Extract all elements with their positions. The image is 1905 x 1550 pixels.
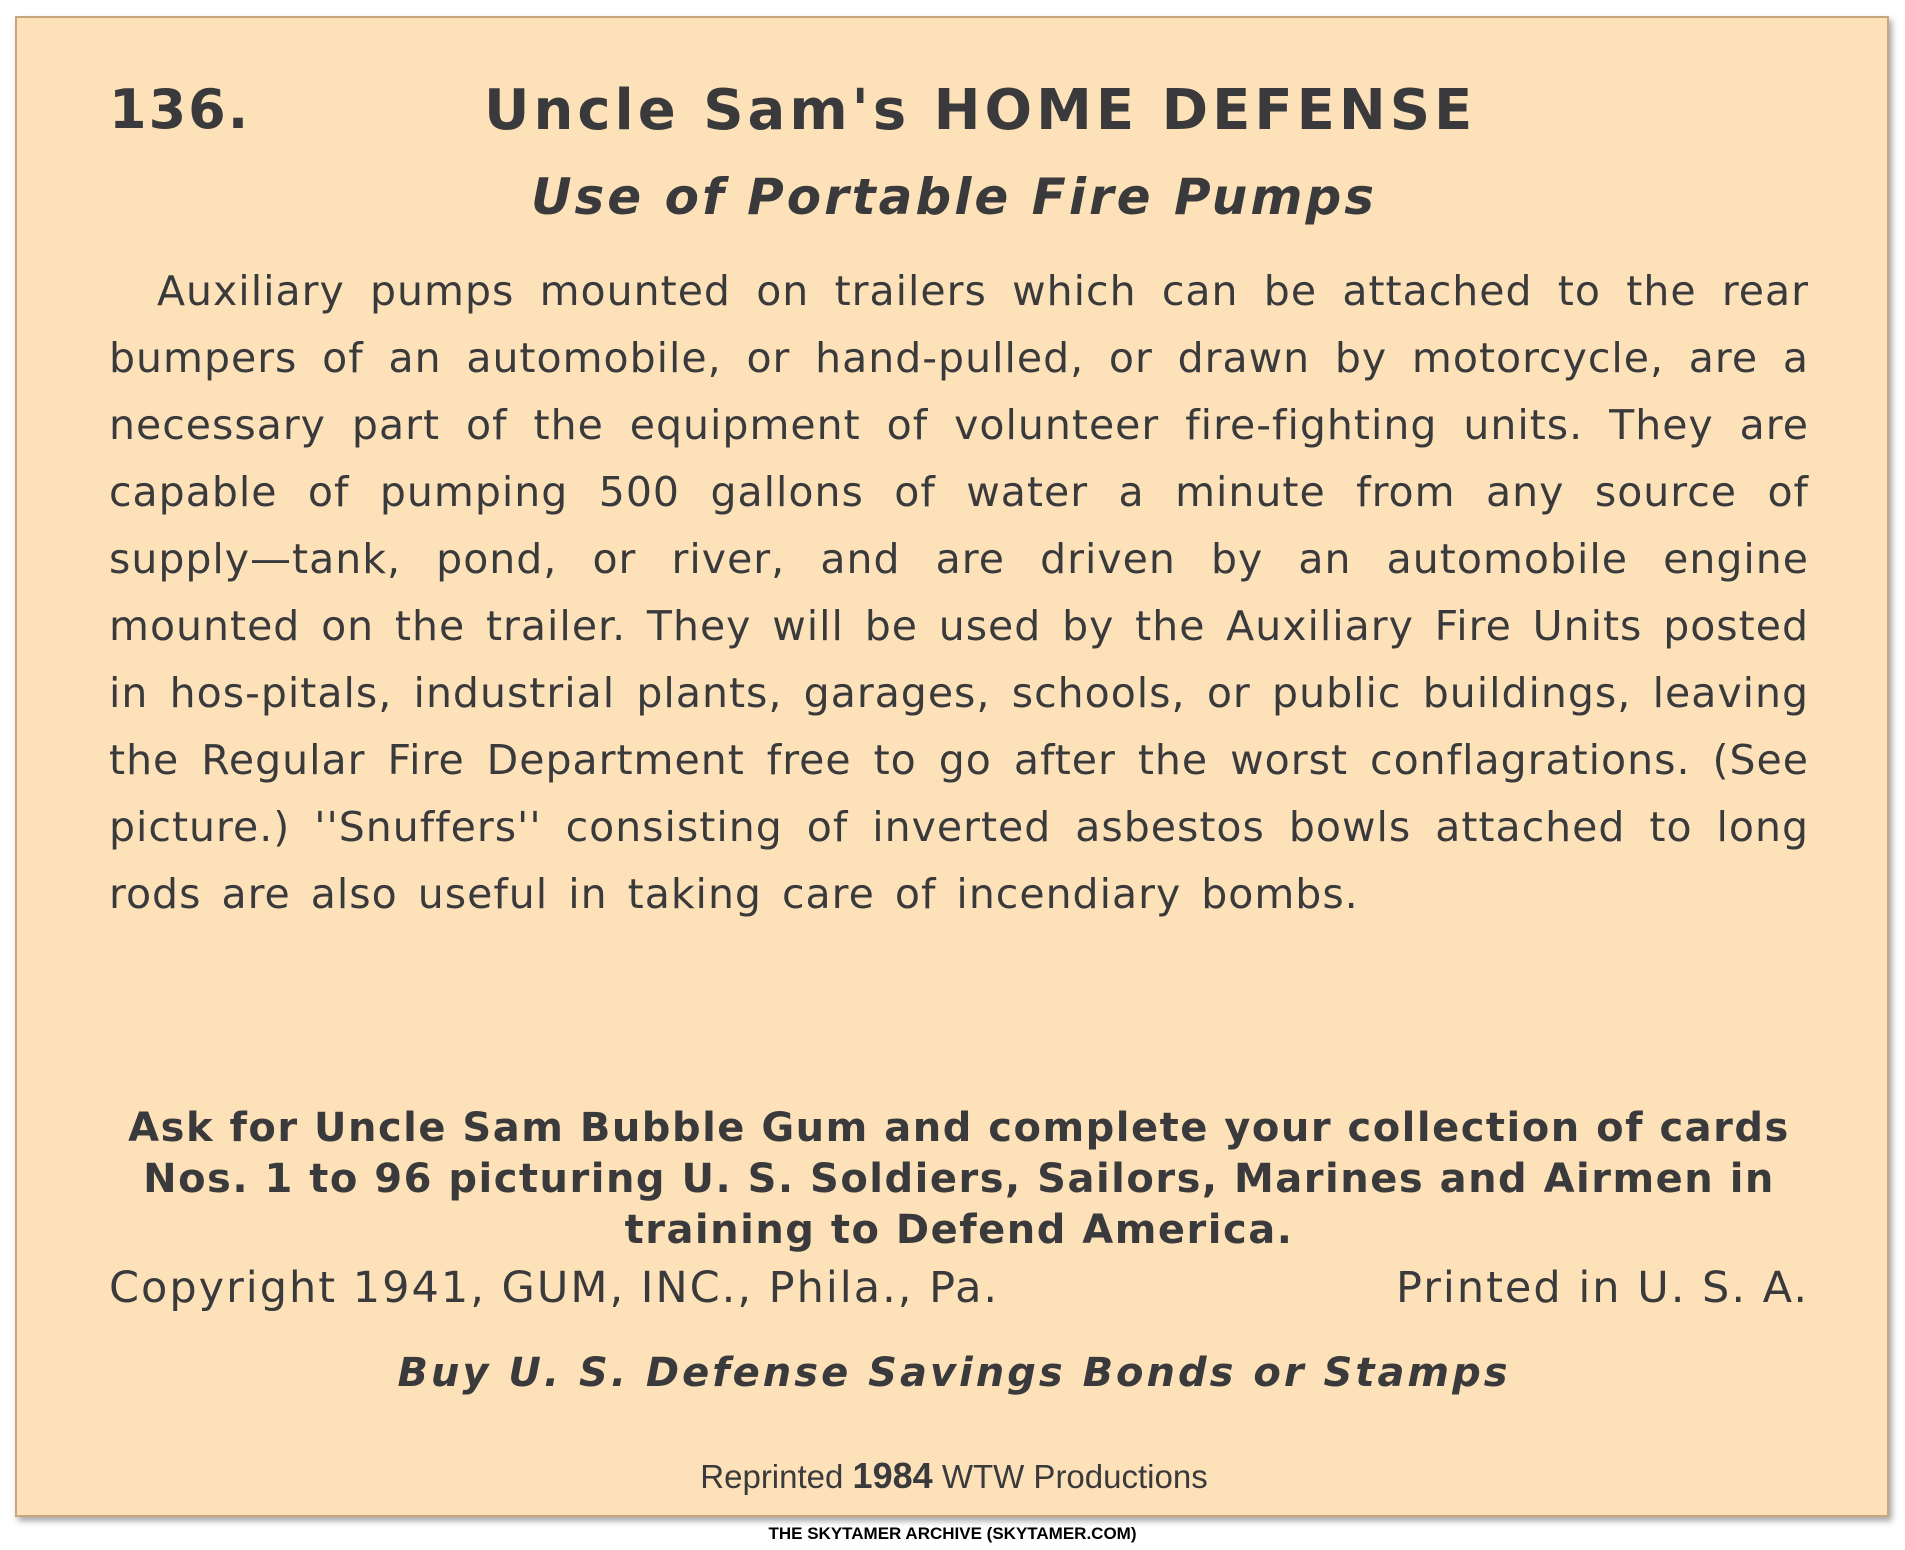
printed-in-notice: Printed in U. S. A. <box>1396 1263 1809 1313</box>
archive-caption: THE SKYTAMER ARCHIVE (SKYTAMER.COM) <box>768 1524 1137 1543</box>
reprint-notice <box>17 1455 1891 1497</box>
defense-bonds-slogan: Buy U. S. Defense Savings Bonds or Stamps <box>397 1350 1511 1396</box>
card-header <box>109 78 1809 168</box>
reprint-prefix: Reprinted <box>700 1458 844 1495</box>
card-title: Uncle Sam's HOME DEFENSE <box>484 78 1477 143</box>
card-subtitle: Use of Portable Fire Pumps <box>530 168 1378 226</box>
trading-card-back <box>15 16 1889 1517</box>
card-description: Auxiliary pumps mounted on trailers which can be attached to the rear bumpers of an automobile, or hand-pulled, or drawn by motorcycle, are a necessary part of the equipment of volunteer fire-fighting units. They are capable of pumping 500 gallons of water a minute from any source of supply—tank, pond, or river, and are driven by an automobile engine mounted on the trailer. They will be used by the Auxiliary Fire Units posted in hos-pitals, industrial plants, garages, schools, or public buildings, leaving the Regular Fire Department free to go after the worst conflagrations. (See picture.) ''Snuffers'' consisting of inverted asbestos bowls attached to long rods are also useful in taking care of incendiary bombs. <box>109 267 1809 918</box>
copyright-notice: Copyright 1941, GUM, INC., Phila., Pa. <box>109 1263 1000 1313</box>
reprint-publisher: WTW Productions <box>941 1458 1208 1495</box>
card-number: 136. <box>109 78 251 141</box>
reprint-year: 1984 <box>852 1455 933 1496</box>
promo-text: Ask for Uncle Sam Bubble Gum and complete your collection of cards Nos. 1 to 96 picturing U. S. Soldiers, Sailors, Marines and Airmen in training to Defend America. <box>128 1105 1790 1253</box>
copyright-row <box>109 1263 1809 1323</box>
